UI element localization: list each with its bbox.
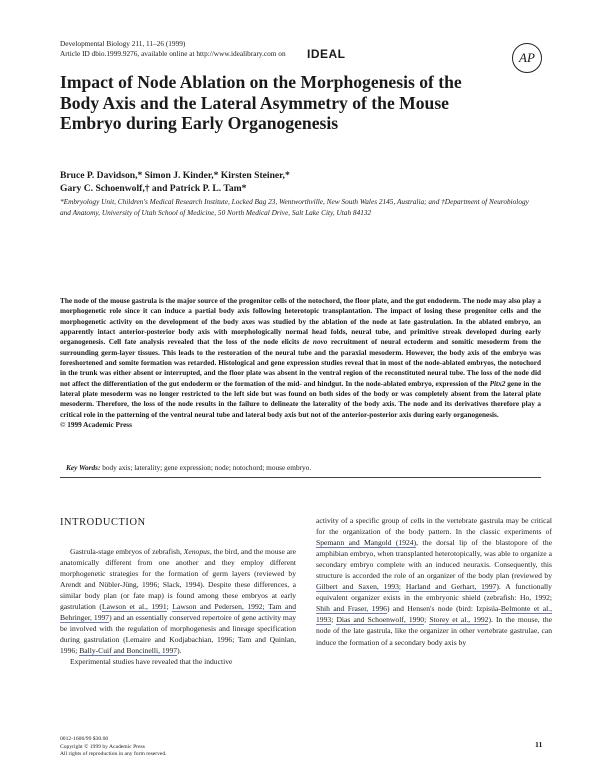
author-list xyxy=(60,169,500,195)
intro-paragraph-2: Experimental studies have revealed that the inductive xyxy=(70,657,233,667)
text-run: ). xyxy=(177,646,182,656)
citation-link[interactable]: Belmonte et al., 1993 xyxy=(316,604,552,625)
text-run: ; xyxy=(166,602,173,612)
academic-press-logo: AP xyxy=(512,43,542,73)
journal-header xyxy=(60,39,286,58)
text-run: Gastrula-stage embryos of zebrafish, xyxy=(70,547,184,556)
rights-line: All rights of reproduction in any form reserved. xyxy=(60,751,167,758)
keywords xyxy=(66,463,536,473)
issn-price: 0012-1606/99 $30.00 xyxy=(60,736,109,742)
intro-paragraph-1 xyxy=(60,546,296,656)
journal-citation: Developmental Biology 211, 11–26 (1999) xyxy=(60,39,186,48)
abstract-text-3: gene in the lateral plate mesoderm was no longer restricted to the left side but was found on both sides of the body or was completely absent from the lateral plate mesoderm. Therefore, the loss of the node results in the failure to delineate the laterality of the body axis. The node and its derivatives therefore play a critical role in the patterning of the ventral neural tube and lateral body axis but not of the anterior-posterior axis during early organogenesis. xyxy=(60,379,541,419)
text-run: ) and an essentially conserved repertoire of gene activity may be involved with the regulation of morphogenesis and lineage specification during gastrulation (Lemaire and Kodjabachian, 1996; Tam and Quinlan, 1996; xyxy=(60,613,297,656)
text-run: ) and Hensen's node (bird: Izpisúa- xyxy=(386,604,501,614)
text-run: , the dorsal lip of the blastopore of the amphibian embryo, when transplanted heterotopically, was able to organize a secondary embryo complete with an induced neuraxis. Consequently, this structure is accorded the role of an organizer of the body plan (reviewed by xyxy=(316,538,552,581)
citation-link[interactable]: Gilbert and Saxen, 1993 xyxy=(316,582,399,592)
text-run: , the bird, and the mouse are anatomically different from one another and they employ different morphogenetic strategies for the formation of germ layers (reviewed by Arendt and Nübler-Jüng, 1996; Slack, 1994). Despite these differences, a similar body plan (or fate map) is found among these embryos at early gastrulation ( xyxy=(60,547,296,612)
abstract-italic-de-novo: de novo xyxy=(302,338,328,347)
abstract-text-2: recruitment of neural ectoderm and somitic mesoderm from the surrounding germ-layer tissues. This leads to the restoration of the neural tube and the paraxial mesoderm. However, the body axis of the embryo was foreshortened and somite formation was retarded. Histological and gene expression studies reveal that in most of the node-ablated embryos, the notochord in the trunk was either absent or interrupted, and the floor plate was absent in the ventral region of the reconstituted neural tube. The loss of the node did not affect the differentiation of the gut endoderm or the formation of the mid- and hindgut. In the node-ablated embryo, expression of the xyxy=(60,338,541,388)
citation-link[interactable]: Dias and Schoenwolf, 1990 xyxy=(336,615,425,625)
introduction-heading: INTRODUCTION xyxy=(60,517,146,528)
abstract-italic-pitx2: Pitx2 xyxy=(489,379,506,388)
copyright-footer xyxy=(60,736,167,759)
text-run: ; xyxy=(398,582,406,592)
copyright-line: Copyright © 1999 by Academic Press xyxy=(60,743,145,750)
intro-paragraph-continued xyxy=(316,515,552,648)
author-line-1: Bruce P. Davidson,* Simon J. Kinder,* Kirsten Steiner,* xyxy=(60,170,290,181)
italic-xenopus: Xenopus xyxy=(183,547,210,556)
keywords-text: body axis; laterality; gene expression; node; notochord; mouse embryo. xyxy=(100,463,312,472)
abstract xyxy=(60,296,541,430)
author-affiliations: *Embryology Unit, Children's Medical Research Institute, Locked Bag 23, Wentworthville, New South Wales 2145, Australia; and †Department of Neurobiology and Anatomy, University of Utah School of Medicine, 50 North Medical Drive, Salt Lake City, Utah 84132 xyxy=(60,197,529,217)
abstract-copyright: © 1999 Academic Press xyxy=(60,421,132,430)
ideal-logo: IDEAL xyxy=(307,47,346,61)
citation-link[interactable]: Bally-Cuif and Boncinelli, 1997 xyxy=(79,646,178,656)
text-run: ; xyxy=(424,615,430,625)
citation-link[interactable]: Shih and Fraser, 1996 xyxy=(316,604,387,614)
text-run: activity of a specific group of cells in the vertebrate gastrula may be critical for the organization of the body pattern. In the classic experiments of xyxy=(316,516,552,537)
keywords-label: Key Words: xyxy=(66,463,101,472)
text-run: ; xyxy=(331,615,337,625)
abstract-text-1: The node of the mouse gastrula is the major source of the progenitor cells of the notochord, the floor plate, and the gut endoderm. The node may also play a morphogenetic role since it can induce a partial body axis following heterotopic transplantation. The impact of losing these progenitor cells and the morphogenetic activity on the development of the body axes was studied by the ablation of the node at late gastrulation. In the ablated embryo, an apparently intact anterior-posterior body axis with morphologically normal head folds, neural tube, and primitive streak developed during early organogenesis. Cell fate analysis revealed that the loss of the node elicits xyxy=(60,297,541,347)
text-run: ). In the mouse, the node of the late gastrula, like the organizer in other vertebrate gastrulae, can induce the formation of a secondary body axis by xyxy=(316,615,553,647)
citation-link[interactable]: Lawson and Pedersen, 1992; Tam and Behringer, 1997 xyxy=(60,602,297,623)
intro-left-column xyxy=(60,546,296,668)
section-divider xyxy=(60,477,541,478)
intro-right-column xyxy=(316,515,552,648)
citation-link[interactable]: Spemann and Mangold (1924) xyxy=(316,538,417,548)
author-line-2: Gary C. Schoenwolf,† and Patrick P. L. Tam* xyxy=(60,183,247,194)
article-title: Impact of Node Ablation on the Morphogenesis of the Body Axis and the Lateral Asymmetry of the Mouse Embryo during Early Organogenesis xyxy=(60,72,462,133)
page-number: 11 xyxy=(535,740,543,749)
article-id: Article ID dbio.1999.9276, available online at http://www.idealibrary.com on xyxy=(60,48,286,58)
citation-link[interactable]: Storey et al., 1992 xyxy=(429,615,489,625)
citation-link[interactable]: Harland and Gerhart, 1997 xyxy=(405,582,497,592)
text-run: ). A functionally equivalent organizer exists in the embryonic shield (zebrafish: Ho, 1992; xyxy=(316,582,552,603)
citation-link[interactable]: Lawson et al., 1991 xyxy=(101,602,167,612)
